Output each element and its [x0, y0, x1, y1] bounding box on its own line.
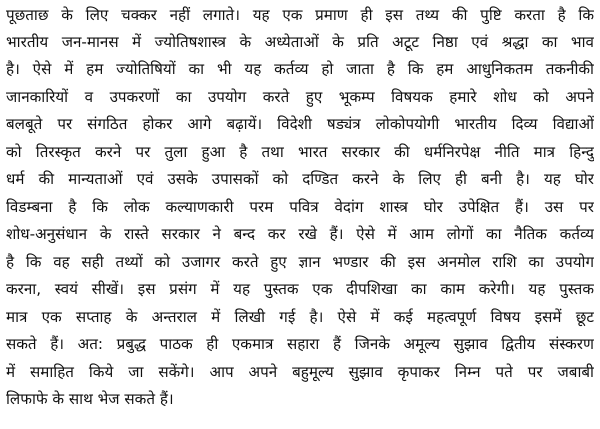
text-line: शोध-अनुसंधान के रास्ते सरकार ने बन्द कर रखे हैं। ऐसे में आम लोगों का नैतिक कर्तव्य — [6, 225, 594, 243]
text-line: करना, स्वयं सीखें। इस प्रसंग में यह पुस्तक एक दीपशिखा का काम करेगी। यह पुस्तक — [6, 280, 594, 298]
text-line: है। ऐसे में हम ज्योतिषियों का भी यह कर्तव्य हो जाता है कि हम आधुनिकतम तकनीकी — [6, 60, 594, 78]
text-line: विडम्बना है कि लोक कल्याणकारी परम पवित्र वेदांग शास्त्र घोर उपेक्षित हैं। उस पर — [6, 198, 594, 216]
text-line: पूछताछ के लिए चक्कर नहीं लगाते। यह एक प्रमाण ही इस तथ्य की पुष्टि करता है कि — [6, 6, 594, 24]
text-line: में समाहित किये जा सकेंगे। आप अपने बहुमूल्य सुझाव कृपाकर निम्न पते पर जबाबी — [6, 363, 594, 381]
text-line: बलबूते पर संगठित होकर आगे बढ़ायें। विदेशी षड्यंत्र लोकोपयोगी भारतीय दिव्य विद्याओं — [6, 115, 594, 133]
text-line: धर्म की मान्यताओं एवं उसके उपासकों को दण्डित करने के लिए ही बनी है। यह घोर — [6, 170, 594, 188]
text-line: मात्र एक सप्ताह के अन्तराल में लिखी गई है। ऐसे में कई महत्वपूर्ण विषय इसमें छूट — [6, 308, 594, 326]
text-line: को तिरस्कृत करने पर तुला हुआ है तथा भारत सरकार की धर्मनिरपेक्ष नीति मात्र हिन्दु — [6, 143, 594, 161]
text-line-last: लिफाफे के साथ भेज सकते हैं। — [6, 390, 174, 408]
text-line: सकते हैं। अत: प्रबुद्ध पाठक ही एकमात्र सहारा हैं जिनके अमूल्य सुझाव द्वितीय संस्करण — [6, 335, 594, 353]
text-line: भारतीय जन-मानस में ज्योतिषशास्त्र के अध्येताओं के प्रति अटूट निष्ठा एवं श्रद्धा का भाव — [6, 33, 594, 51]
text-line: है कि वह सही तथ्यों को उजागर करते हुए ज्ञान भण्डार की इस अनमोल राशि का उपयोग — [6, 253, 594, 271]
text-line: जानकारियों व उपकरणों का उपयोग करते हुए भूकम्प विषयक हमारे शोध को अपने — [6, 88, 594, 106]
